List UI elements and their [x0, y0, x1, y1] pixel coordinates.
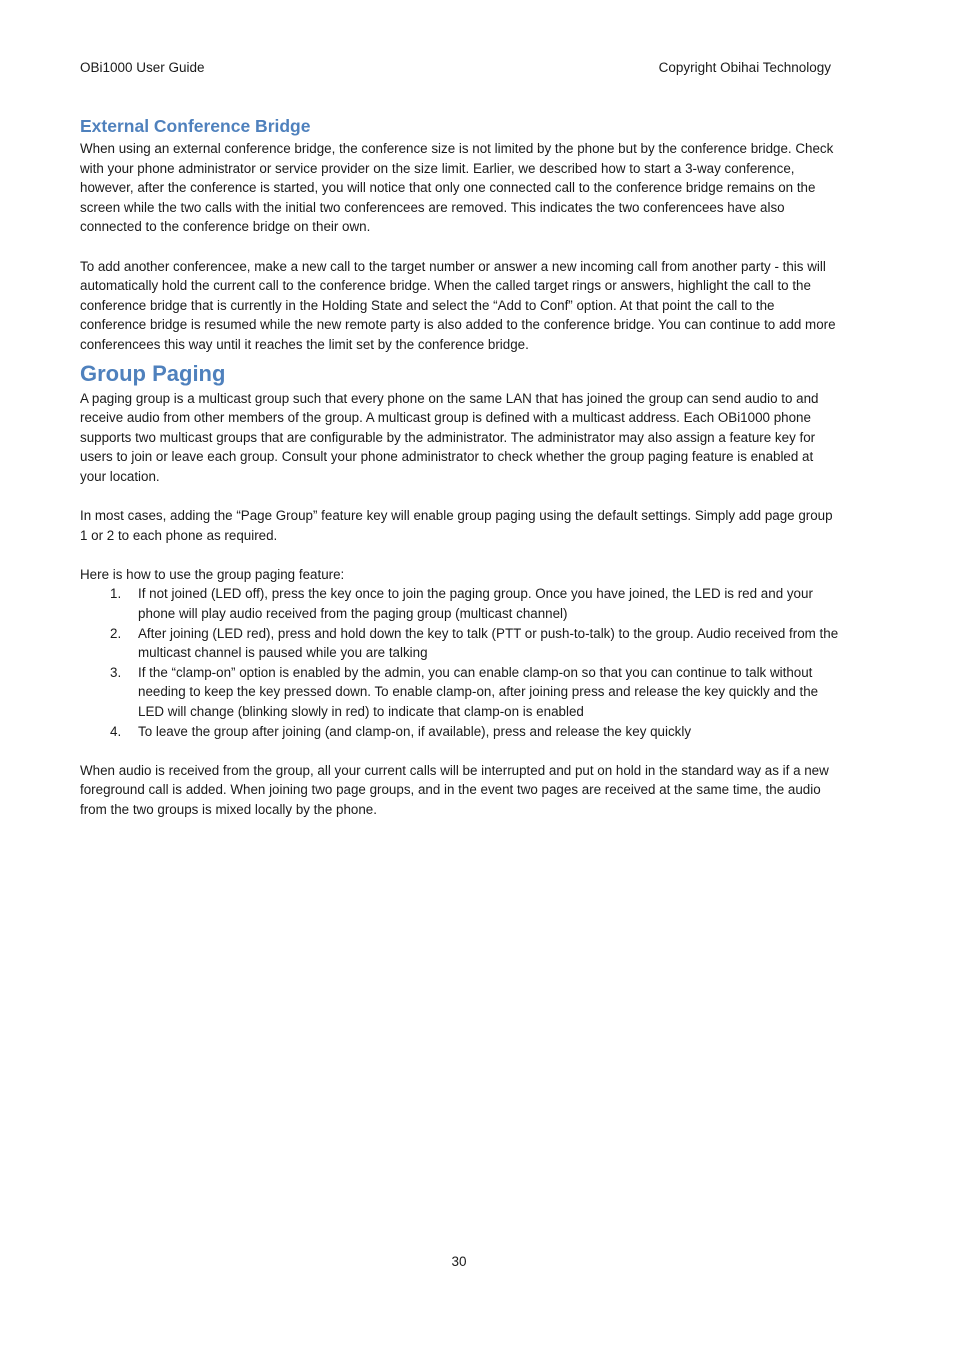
list-item-text: If not joined (LED off), press the key once to join the paging group. Once you have joined, the LED is red and your phone will play audio received from the paging group (multicast channel) — [138, 586, 813, 622]
paragraph-external-1: When using an external conference bridge, the conference size is not limited by the phone but by the conference bridge. Check with your phone administrator or service provider on the size limit. Earlier, we described how to start a 3-way conference, however, after the conference is started, you will notice that only one connected call to the conference bridge remains on the screen while the two calls with the initial two conferencees are removed. This indicates the two conferencees have also connected to the conference bridge on their own. — [80, 141, 834, 235]
list-item-text: After joining (LED red), press and hold down the key to talk (PTT or push-to-talk) to the group. Audio received from the multicast channel is paused while you are talking — [138, 625, 839, 661]
paragraph-paging-2: In most cases, adding the “Page Group” feature key will enable group paging using the default settings. Simply add page group 1 or 2 to each phone as required. — [80, 508, 833, 543]
list-item-number: 2. — [110, 625, 122, 641]
section-group-paging — [80, 359, 842, 820]
list-item — [80, 663, 842, 722]
section-external-conference-bridge — [80, 113, 842, 355]
paging-steps-list — [80, 584, 842, 741]
paragraph-external-2: To add another conferencee, make a new call to the target number or answer a new incoming call from another party - this will automatically hold the current call to the conference bridge. When the called target rings or answers, highlight the call to the conference bridge that is currently in the Holding State and select the “Add to Conf” option. At that point the call to the conference bridge is resumed while the new remote party is also added to the conference bridge. You can continue to add more conferencees this way until it reaches the limit set by the conference bridge. — [80, 258, 836, 352]
list-item-text: To leave the group after joining (and clamp-on, if available), press and release the key quickly — [138, 723, 692, 739]
list-item — [80, 722, 842, 742]
list-item — [80, 584, 842, 623]
list-item-text: If the “clamp-on” option is enabled by the admin, you can enable clamp-on so that you can continue to talk without needing to keep the key pressed down. To enable clamp-on, after joining press and release the key quickly and the LED will change (blinking slowly in red) to indicate that clamp-on is enabled — [138, 664, 819, 720]
list-item-number: 3. — [110, 664, 122, 680]
page-header — [80, 59, 831, 79]
page-number: 30 — [451, 1254, 467, 1269]
heading-external-conference-bridge: External Conference Bridge — [80, 116, 311, 136]
list-item — [80, 624, 842, 663]
paragraph-paging-1: A paging group is a multicast group such that every phone on the same LAN that has joined the group can send audio to and receive audio from other members of the group. A multicast group is defined with a multicast address. Each OBi1000 phone supports two multicast groups that are configurable by the administrator. The administrator may also assign a feature key for users to join or leave each group. Consult your phone administrator to check whether the group paging feature is enabled at your location. — [80, 390, 819, 484]
paragraph-paging-3: When audio is received from the group, all your current calls will be interrupted and put on hold in the standard way as if a new foreground call is added. When joining two page groups, and in the event two pages are received at the same time, the audio from the two groups is mixed locally by the phone. — [80, 762, 829, 817]
paragraph-paging-intro: Here is how to use the group paging feature: — [80, 566, 345, 582]
page-footer — [0, 1253, 918, 1271]
list-item-number: 4. — [110, 723, 122, 739]
header-copyright: Copyright Obihai Technology — [658, 60, 831, 75]
header-doc-title: OBi1000 User Guide — [80, 60, 205, 75]
list-item-number: 1. — [110, 586, 122, 602]
heading-group-paging: Group Paging — [80, 360, 226, 386]
page-content — [80, 113, 842, 820]
